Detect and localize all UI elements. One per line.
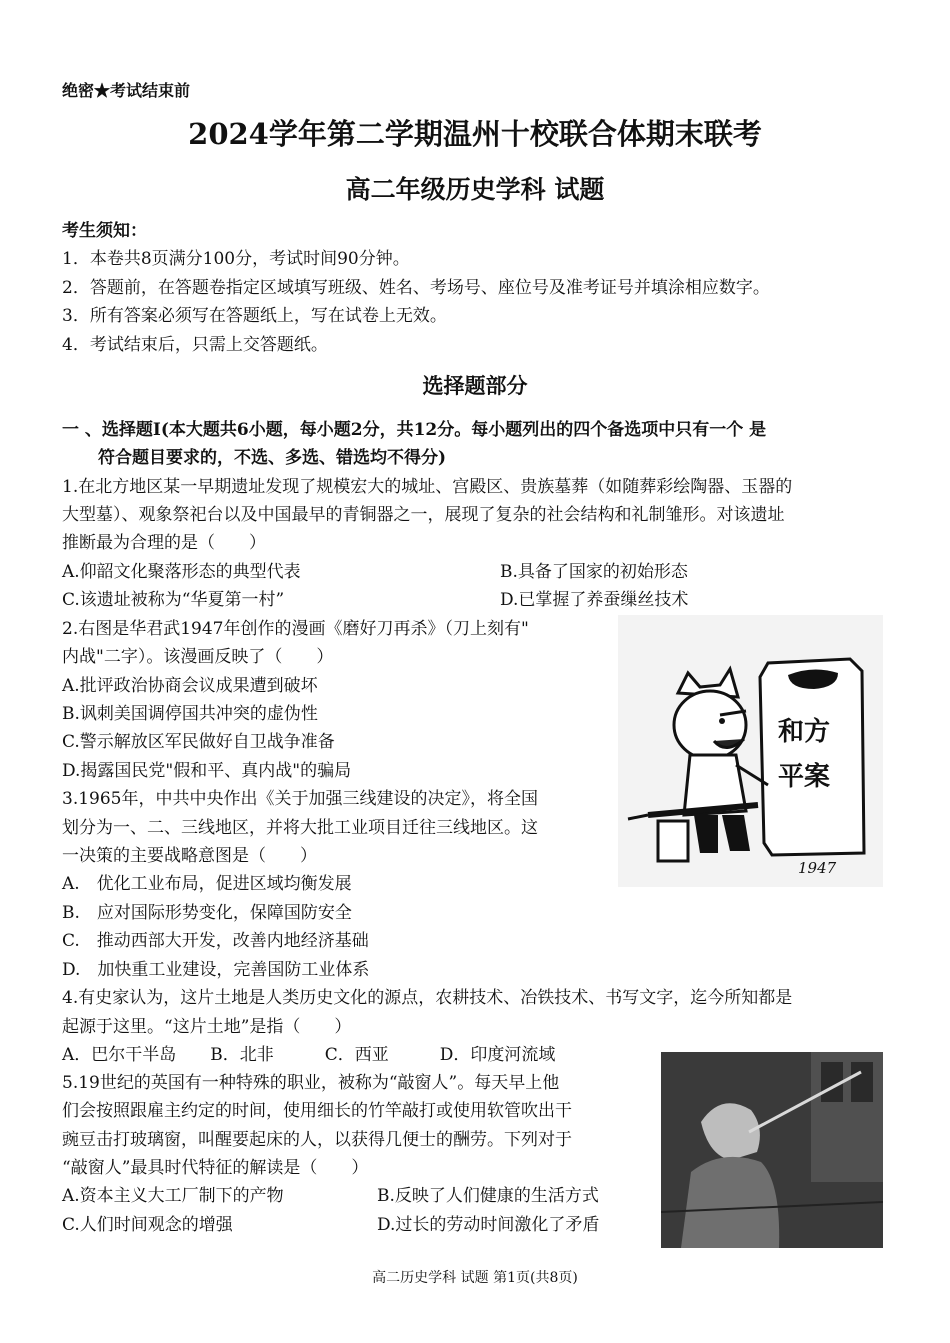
question-2-option-c: C.警示解放区军民做好自卫战争准备	[62, 732, 335, 752]
question-3-stem: 3.1965年，中共中央作出《关于加强三线建设的决定》，将全国	[62, 789, 538, 809]
question-3-stem: 划分为一、二、三线地区，并将大批工业项目迁往三线地区。这	[62, 818, 538, 838]
notice-heading: 考生须知：	[62, 221, 147, 241]
question-3-option-b: B. 应对国际形势变化，保障国防安全	[62, 903, 352, 923]
question-2-option-a: A.批评政治协商会议成果遭到破坏	[62, 676, 318, 696]
question-5-stem: 5.19世纪的英国有一种特殊的职业，被称为“敲窗人”。每天早上他	[62, 1073, 560, 1093]
notice-item: 1．本卷共8页满分100分，考试时间90分钟。	[62, 249, 410, 269]
question-5-stem: 们会按照跟雇主约定的时间，使用细长的竹竿敲打或使用软管吹出干	[62, 1101, 572, 1121]
question-1-option-c: C.该遗址被称为“华夏第一村”	[62, 590, 285, 610]
question-5-option-a: A.资本主义大工厂制下的产物	[62, 1186, 284, 1206]
question-1-stem: 推断最为合理的是（ ）	[62, 533, 266, 553]
question-5-stem: “敲窗人”最具时代特征的解读是（ ）	[62, 1158, 369, 1178]
notice-item: 3．所有答案必须写在答题纸上，写在试卷上无效。	[62, 306, 447, 326]
question-5-stem: 豌豆击打玻璃窗，叫醒要起床的人，以获得几便士的酬劳。下列对于	[62, 1130, 572, 1150]
question-5-option-d: D.过长的劳动时间激化了矛盾	[377, 1215, 600, 1235]
question-1-option-a: A.仰韶文化聚落形态的典型代表	[62, 562, 301, 582]
question-2-option-b: B.讽刺美国调停国共冲突的虚伪性	[62, 704, 318, 724]
section-instructions: 符合题目要求的，不选、多选、错选均不得分)	[98, 448, 447, 468]
section-instructions: 一 、选择题Ⅰ(本大题共6小题，每小题2分，共12分。每小题列出的四个备选项中只有一个 是	[62, 420, 767, 440]
sign-text-bottom: 平案	[778, 762, 831, 792]
question-3-stem: 一决策的主要战略意图是（ ）	[62, 846, 317, 866]
question-2-stem: 2.右图是华君武1947年创作的漫画《磨好刀再杀》（刀上刻有"	[62, 619, 529, 639]
notice-item: 2．答题前，在答题卷指定区域填写班级、姓名、考场号、座位号及准考证号并填涂相应数字。	[62, 278, 770, 298]
cartoon-image	[618, 615, 883, 887]
exam-subtitle: 高二年级历史学科 试题	[345, 175, 605, 204]
question-4-stem: 起源于这里。“这片土地”是指（ ）	[62, 1017, 352, 1037]
question-5-option-b: B.反映了人们健康的生活方式	[377, 1186, 599, 1206]
question-5-option-c: C.人们时间观念的增强	[62, 1215, 233, 1235]
window-knocker-photo	[661, 1052, 883, 1248]
question-4-options: A．巴尔干半岛 B．北非 C．西亚 D．印度河流域	[62, 1045, 556, 1065]
exam-title: 2024学年第二学期温州十校联合体期末联考	[188, 117, 762, 151]
notice-item: 4．考试结束后，只需上交答题纸。	[62, 335, 328, 355]
question-3-option-c: C. 推动西部大开发，改善内地经济基础	[62, 931, 369, 951]
question-1-stem: 1.在北方地区某一早期遗址发现了规模宏大的城址、宫殿区、贵族墓葬（如随葬彩绘陶器、玉器的	[62, 477, 793, 497]
section-title: 选择题部分	[422, 373, 528, 398]
question-2-option-d: D.揭露国民党"假和平、真内战"的骗局	[62, 761, 352, 781]
confidential-label: 绝密★考试结束前	[62, 81, 191, 100]
question-1-stem: 大型墓）、观象祭祀台以及中国最早的青铜器之一，展现了复杂的社会结构和礼制雏形。对该遗址	[62, 505, 785, 525]
question-3-option-d: D. 加快重工业建设，完善国防工业体系	[62, 960, 370, 980]
question-1-option-b: B.具备了国家的初始形态	[500, 562, 688, 582]
cartoon-year: 1947	[798, 859, 837, 877]
question-1-option-d: D.已掌握了养蚕缫丝技术	[500, 590, 689, 610]
sign-text-top: 和方	[778, 717, 831, 747]
question-4-stem: 4.有史家认为，这片土地是人类历史文化的源点，农耕技术、冶铁技术、书写文字，迄今所知都是	[62, 988, 793, 1008]
question-2-stem: 内战"二字）。该漫画反映了（ ）	[62, 647, 334, 667]
question-3-option-a: A. 优化工业布局，促进区域均衡发展	[62, 874, 352, 894]
page-footer: 高二历史学科 试题 第1页(共8页)	[372, 1270, 578, 1286]
